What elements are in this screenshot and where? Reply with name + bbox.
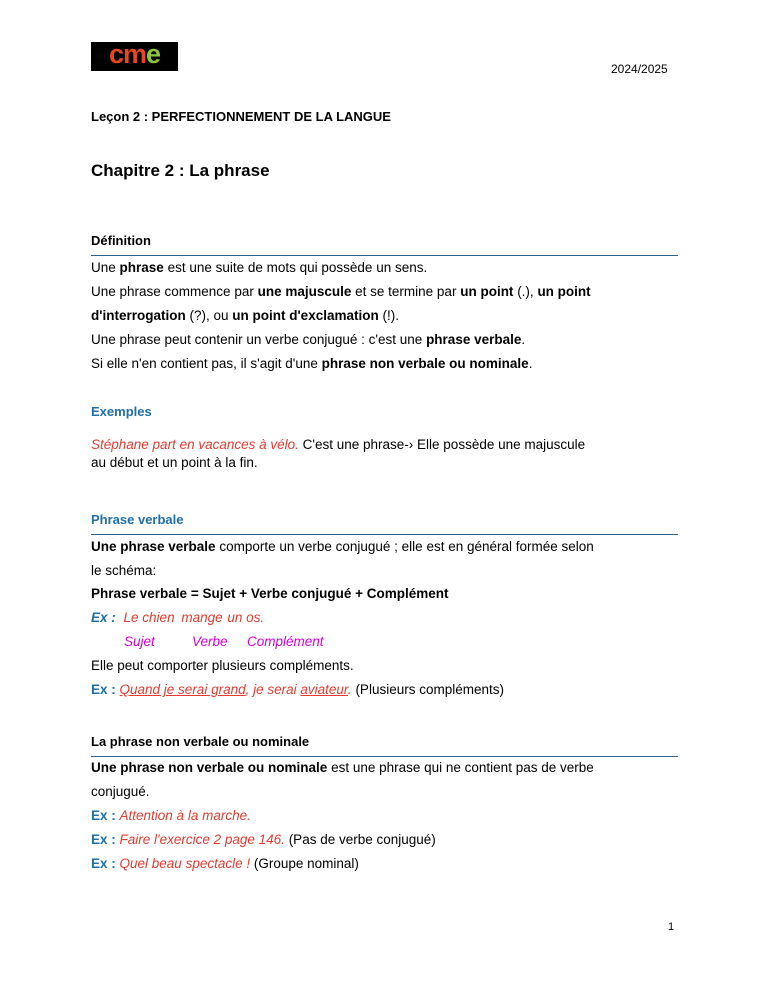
verbal-line-1: Une phrase verbale comporte un verbe conjugué ; elle est en général formée selon	[91, 539, 594, 554]
definition-line-5: Si elle n'en contient pas, il s'agit d'une phrase non verbale ou nominale.	[91, 356, 533, 371]
label-sujet: Sujet	[124, 634, 155, 649]
verbal-line-4: Elle peut comporter plusieurs compléments.	[91, 658, 354, 673]
label-verbe: Verbe	[192, 634, 228, 649]
logo-letter-m: m	[122, 39, 146, 69]
nominal-title: La phrase non verbale ou nominale	[91, 734, 310, 749]
logo-letter-e: e	[146, 39, 161, 69]
verbal-title: Phrase verbale	[91, 512, 184, 527]
definition-line-2: Une phrase commence par une majuscule et se termine par un point (.), un point	[91, 284, 591, 299]
page-number: 1	[668, 921, 675, 933]
definition-title: Définition	[91, 233, 151, 248]
examples-line-2: au début et un point à la fin.	[91, 455, 258, 470]
verbal-schema: Phrase verbale = Sujet + Verbe conjugué + Complément	[91, 586, 449, 601]
nominal-example-1: Ex : Attention à la marche.	[91, 808, 251, 823]
verbal-example-1: Ex : Le chien mange un os.	[91, 610, 265, 625]
logo-letter-c: c	[108, 39, 123, 69]
definition-line-4: Une phrase peut contenir un verbe conjugué : c'est une phrase verbale.	[91, 332, 526, 347]
lesson-title: Leçon 2 : PERFECTIONNEMENT DE LA LANGUE	[91, 109, 391, 124]
nominal-rule	[91, 756, 678, 757]
nominal-line-2: conjugué.	[91, 784, 150, 799]
label-complement: Complément	[247, 634, 324, 649]
verbal-example-2: Ex : Quand je serai grand, je serai aviateur. (Plusieurs compléments)	[91, 682, 504, 697]
nominal-example-2: Ex : Faire l'exercice 2 page 146. (Pas de verbe conjugué)	[91, 832, 436, 847]
verbal-line-2: le schéma:	[91, 563, 157, 578]
definition-line-3: d'interrogation (?), ou un point d'exclamation (!).	[91, 308, 399, 323]
chapter-title: Chapitre 2 : La phrase	[91, 161, 270, 180]
examples-title: Exemples	[91, 404, 152, 419]
definition-rule	[91, 255, 678, 256]
nominal-example-3: Ex : Quel beau spectacle ! (Groupe nominal)	[91, 856, 359, 871]
nominal-line-1: Une phrase non verbale ou nominale est une phrase qui ne contient pas de verbe	[91, 760, 594, 775]
school-year: 2024/2025	[611, 62, 668, 76]
examples-line-1: Stéphane part en vacances à vélo. C'est une phrase-› Elle possède une majuscule	[91, 437, 586, 452]
cme-logo	[91, 39, 178, 71]
verbal-rule	[91, 534, 678, 535]
definition-line-1: Une phrase est une suite de mots qui possède un sens.	[91, 260, 428, 275]
